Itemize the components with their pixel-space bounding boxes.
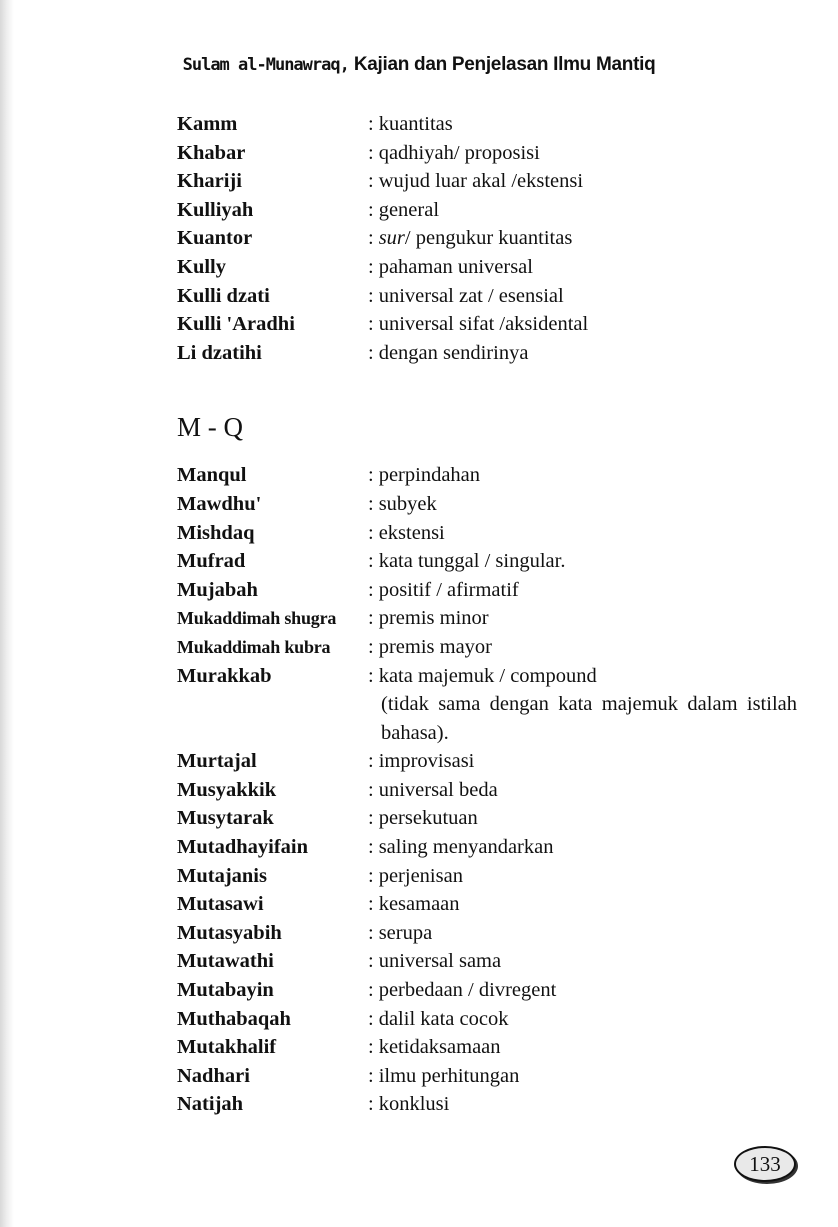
colon-separator: : [368, 778, 374, 801]
glossary-term: Kamm [177, 113, 238, 135]
glossary-term: Mawdhu' [177, 492, 262, 515]
colon-separator: : [368, 255, 374, 278]
definition-text: kata majemuk / compound [378, 664, 597, 687]
glossary-term: Musyakkik [177, 778, 277, 801]
glossary-row [177, 339, 817, 368]
header-subtitle: Kajian dan Penjelasan Ilmu Mantiq [348, 54, 656, 75]
colon-separator: : [368, 464, 374, 487]
glossary-definition [368, 224, 817, 253]
glossary-row [177, 604, 817, 633]
glossary-row [177, 224, 817, 253]
glossary-definition [368, 110, 817, 139]
definition-text: universal sifat /aksidental [378, 313, 589, 336]
glossary-row [177, 490, 817, 519]
glossary-row [177, 776, 817, 805]
definition-text: serupa [378, 921, 433, 944]
definition-text: / pengukur kuantitas [404, 227, 573, 250]
definition-text: persekutuan [378, 807, 478, 830]
colon-separator: : [368, 607, 374, 630]
definition-text: pahaman universal [378, 255, 533, 278]
definition-text: saling menyandarkan [378, 836, 554, 859]
glossary-row [177, 976, 817, 1005]
glossary-row [177, 947, 817, 976]
colon-separator: : [368, 113, 374, 135]
section-heading: M - Q [177, 412, 243, 443]
definition-text: premis mayor [378, 635, 492, 658]
glossary-row [177, 833, 817, 862]
glossary-term: Kulli dzati [177, 284, 270, 307]
definition-text: konklusi [378, 1093, 450, 1116]
definition-text: universal beda [378, 778, 498, 801]
running-header [0, 54, 838, 76]
glossary-row [177, 576, 817, 605]
colon-separator: : [368, 198, 374, 221]
glossary-term: Mufrad [177, 550, 246, 573]
definition-text: dengan sendirinya [378, 341, 529, 364]
glossary-term: Mutasyabih [177, 921, 282, 944]
glossary-definition [368, 804, 817, 833]
glossary-definition [368, 139, 817, 168]
colon-separator: : [368, 521, 374, 544]
colon-separator: : [368, 1064, 374, 1087]
glossary-row [177, 919, 817, 948]
glossary-definition [368, 196, 817, 225]
glossary-row [177, 890, 817, 919]
glossary-row [177, 167, 817, 196]
definition-note: (tidak sama dengan kata majemuk dalam istilah bahasa). [381, 693, 797, 744]
glossary-definition [368, 919, 817, 948]
glossary-term: Mutakhalif [177, 1036, 277, 1059]
glossary-row [177, 1005, 817, 1034]
glossary-row [177, 196, 817, 225]
colon-separator: : [368, 1093, 374, 1116]
definition-text: kesamaan [378, 893, 460, 916]
glossary-row [177, 110, 817, 139]
glossary-row [177, 310, 817, 339]
colon-separator: : [368, 284, 374, 307]
glossary-definition [368, 776, 817, 805]
page-number-badge [734, 1146, 796, 1182]
glossary-term: Musytarak [177, 807, 274, 830]
glossary-row [177, 519, 817, 548]
glossary-definition [368, 253, 817, 282]
definition-text: ilmu perhitungan [378, 1064, 520, 1087]
page-number: 133 [749, 1151, 781, 1176]
glossary-definition [368, 947, 817, 976]
definition-text: perjenisan [378, 864, 463, 887]
header-book-title: Sulam al-Munawraq, [182, 55, 349, 75]
colon-separator: : [368, 313, 374, 336]
glossary-row [177, 1033, 817, 1062]
glossary-definition [368, 1062, 817, 1091]
glossary-definition [368, 310, 817, 339]
glossary-term: Muthabaqah [177, 1007, 291, 1030]
glossary-group-k-l [177, 110, 817, 367]
definition-text: universal zat / esensial [378, 284, 564, 307]
definition-text: perpindahan [378, 464, 481, 487]
glossary-definition [368, 461, 817, 490]
glossary-term: Mujabah [177, 578, 258, 601]
glossary-row [177, 547, 817, 576]
glossary-term: Natijah [177, 1093, 244, 1116]
glossary-row [177, 862, 817, 891]
glossary-row [177, 282, 817, 311]
colon-separator: : [368, 921, 374, 944]
page-spine-shadow [0, 0, 14, 1227]
glossary-term: Kuantor [177, 227, 253, 250]
colon-separator: : [368, 979, 374, 1002]
colon-separator: : [368, 141, 374, 164]
glossary-term: Khariji [177, 170, 242, 193]
definition-italic-term: sur [378, 227, 405, 250]
glossary-definition [368, 1090, 817, 1119]
glossary-row [177, 662, 817, 748]
glossary-term: Mutadhayifain [177, 836, 308, 859]
glossary-term: Murakkab [177, 664, 272, 687]
glossary-definition [368, 1005, 817, 1034]
glossary-term: Mutajanis [177, 864, 267, 887]
glossary-row [177, 1090, 817, 1119]
definition-text: premis minor [378, 607, 489, 630]
glossary-term: Mukaddimah shugra [177, 608, 337, 629]
colon-separator: : [368, 950, 374, 973]
colon-separator: : [368, 227, 374, 250]
definition-text: positif / afirmatif [378, 578, 519, 601]
glossary [177, 110, 817, 1119]
glossary-term: Mutabayin [177, 979, 274, 1002]
glossary-term: Li dzatihi [177, 341, 262, 364]
glossary-row [177, 1062, 817, 1091]
definition-text: kuantitas [378, 113, 453, 135]
glossary-definition [368, 547, 817, 576]
glossary-definition [368, 862, 817, 891]
glossary-row [177, 804, 817, 833]
glossary-term: Mukaddimah kubra [177, 636, 331, 657]
glossary-row [177, 253, 817, 282]
glossary-definition [368, 633, 817, 662]
glossary-definition [368, 604, 817, 633]
glossary-definition [368, 576, 817, 605]
colon-separator: : [368, 578, 374, 601]
colon-separator: : [368, 807, 374, 830]
glossary-definition [368, 662, 817, 748]
glossary-row [177, 633, 817, 662]
glossary-term: Mutasawi [177, 893, 264, 916]
colon-separator: : [368, 1036, 374, 1059]
glossary-term: Mishdaq [177, 521, 255, 544]
glossary-definition [368, 1033, 817, 1062]
definition-text: perbedaan / divregent [378, 979, 557, 1002]
glossary-group-m-q [177, 461, 817, 1119]
definition-text: ketidaksamaan [378, 1036, 501, 1059]
definition-text: improvisasi [378, 750, 475, 773]
colon-separator: : [368, 836, 374, 859]
definition-text: general [378, 198, 440, 221]
definition-text: universal sama [378, 950, 502, 973]
glossary-definition [368, 833, 817, 862]
definition-text: qadhiyah/ proposisi [378, 141, 540, 164]
definition-text: dalil kata cocok [378, 1007, 509, 1030]
colon-separator: : [368, 341, 374, 364]
glossary-term: Nadhari [177, 1064, 250, 1087]
colon-separator: : [368, 550, 374, 573]
glossary-definition [368, 747, 817, 776]
definition-text: kata tunggal / singular. [378, 550, 566, 573]
glossary-term: Murtajal [177, 750, 257, 773]
glossary-term: Manqul [177, 464, 247, 487]
glossary-row [177, 747, 817, 776]
glossary-definition [368, 519, 817, 548]
glossary-term: Kulli 'Aradhi [177, 313, 295, 336]
glossary-row [177, 461, 817, 490]
glossary-definition [368, 282, 817, 311]
glossary-definition [368, 976, 817, 1005]
definition-text: subyek [378, 492, 437, 515]
colon-separator: : [368, 492, 374, 515]
colon-separator: : [368, 893, 374, 916]
colon-separator: : [368, 750, 374, 773]
colon-separator: : [368, 1007, 374, 1030]
colon-separator: : [368, 664, 374, 687]
definition-text: wujud luar akal /ekstensi [378, 170, 584, 193]
glossary-definition [368, 167, 817, 196]
glossary-term: Mutawathi [177, 950, 274, 973]
glossary-definition [368, 339, 817, 368]
definition-text: ekstensi [378, 521, 445, 544]
glossary-row [177, 139, 817, 168]
glossary-term: Kully [177, 255, 226, 278]
colon-separator: : [368, 170, 374, 193]
glossary-term: Khabar [177, 141, 246, 164]
glossary-definition [368, 890, 817, 919]
glossary-term: Kulliyah [177, 198, 254, 221]
colon-separator: : [368, 864, 374, 887]
colon-separator: : [368, 635, 374, 658]
glossary-definition [368, 490, 817, 519]
